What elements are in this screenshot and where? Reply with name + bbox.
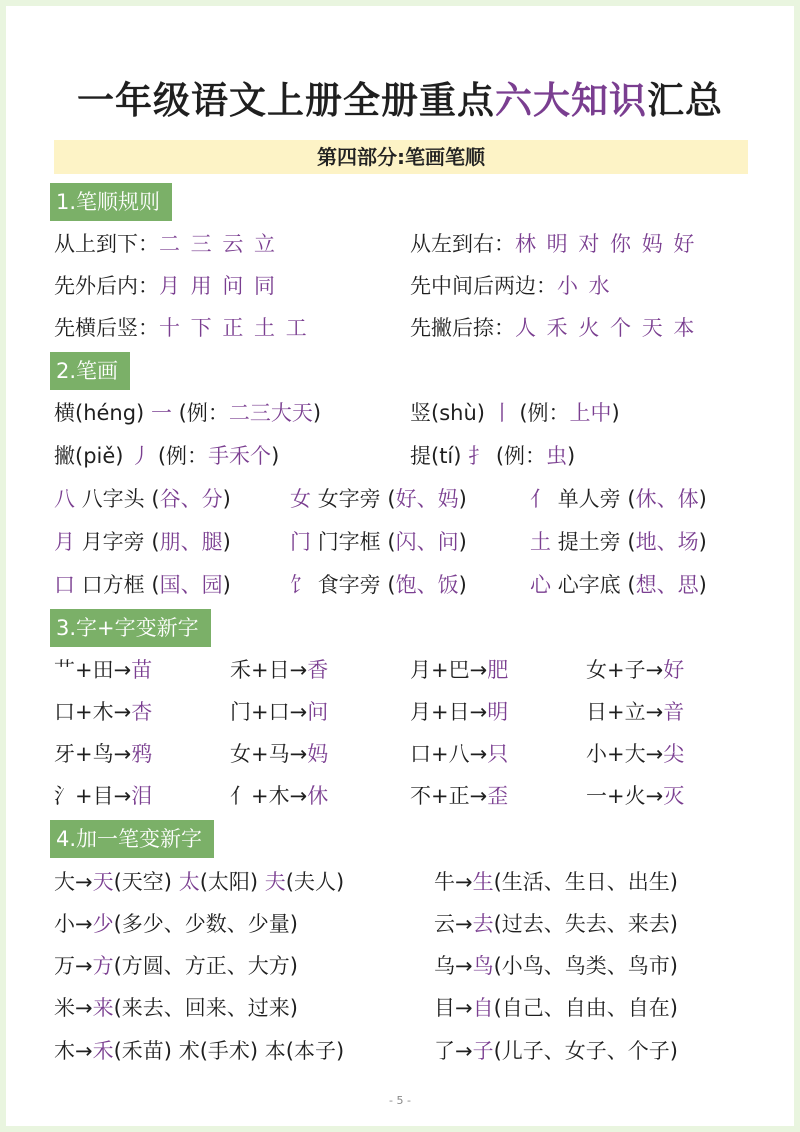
- stroke-item: [54, 398, 321, 428]
- new-char: 来: [92, 996, 114, 1020]
- stroke-name: 撇(piě): [54, 444, 124, 468]
- add-stroke-item: [434, 993, 678, 1023]
- rule-label: 从左到右：: [410, 232, 515, 256]
- combine-item: [586, 655, 684, 685]
- section-heading-char-combine: 3.字+字变新字: [50, 609, 211, 647]
- rule-item: [410, 229, 696, 259]
- base-char: 云→: [434, 912, 473, 936]
- radical-example: 饱、饭: [395, 573, 459, 597]
- combine-result: 歪: [487, 784, 509, 808]
- word-example: (儿子、女子、个子): [493, 1039, 678, 1063]
- title-text: 一年级语文上册全册重点: [77, 79, 495, 122]
- add-stroke-item: [434, 1036, 678, 1066]
- combine-formula: 女+子→: [586, 658, 664, 682]
- word-example: (太阳): [199, 870, 259, 894]
- combine-item: [586, 739, 684, 769]
- radical-item: [530, 484, 707, 514]
- combine-item: [410, 655, 508, 685]
- page-title: [0, 70, 800, 124]
- combine-formula: 月+巴→: [410, 658, 488, 682]
- combine-formula: 口+八→: [410, 742, 488, 766]
- radical-mark: 心: [530, 573, 551, 597]
- combine-result: 音: [663, 700, 685, 724]
- combine-formula: 女+马→: [230, 742, 308, 766]
- paren-open: (: [151, 487, 160, 511]
- paren-open: (: [627, 530, 636, 554]
- word-example: (夫人): [285, 870, 345, 894]
- rule-label: 先中间后两边：: [410, 274, 557, 298]
- rule-chars: 小 水: [557, 274, 612, 298]
- combine-item: [586, 781, 684, 811]
- rule-chars: 二 三 云 立: [159, 232, 278, 256]
- paren-open: (: [387, 530, 396, 554]
- new-char: 子: [472, 1039, 494, 1063]
- stroke-item: [54, 441, 279, 471]
- base-char: 牛→: [434, 870, 473, 894]
- combine-formula: 不+正→: [410, 784, 488, 808]
- word-example: (小鸟、鸟类、鸟市): [493, 954, 678, 978]
- example-close: ): [312, 401, 322, 425]
- combine-result: 问: [307, 700, 329, 724]
- radical-mark: 口: [54, 573, 75, 597]
- stroke-item: [410, 398, 620, 428]
- radical-example: 休、体: [635, 487, 699, 511]
- paren-open: (: [387, 487, 396, 511]
- add-stroke-item: [54, 867, 344, 897]
- rule-label: 先外后内：: [54, 274, 159, 298]
- combine-result: 妈: [307, 742, 329, 766]
- paren-close: ): [222, 487, 231, 511]
- combine-result: 好: [663, 658, 685, 682]
- combine-formula: 月+日→: [410, 700, 488, 724]
- new-char: 夫: [264, 870, 286, 894]
- title-highlight: 六大知识: [495, 79, 647, 122]
- paren-open: (: [627, 573, 636, 597]
- paren-open: (: [151, 573, 160, 597]
- combine-result: 灭: [663, 784, 685, 808]
- combine-formula: 小+大→: [586, 742, 664, 766]
- stroke-name: 竖(shù): [410, 401, 485, 425]
- combine-result: 明: [487, 700, 509, 724]
- new-char: 禾: [92, 1039, 114, 1063]
- add-stroke-item: [54, 951, 298, 981]
- radical-name: 提土旁: [557, 530, 621, 554]
- paren-close: ): [698, 530, 707, 554]
- combine-item: [54, 697, 152, 727]
- related-char: 术: [178, 1039, 200, 1063]
- combine-item: [230, 655, 328, 685]
- radical-item: [530, 527, 707, 557]
- paren-open: (: [151, 530, 160, 554]
- stroke-name: 提(tí): [410, 444, 462, 468]
- combine-item: [54, 655, 152, 685]
- radical-name: 门字框: [317, 530, 381, 554]
- combine-item: [410, 697, 508, 727]
- radical-mark: 亻: [530, 487, 551, 511]
- combine-formula: 亻+木→: [230, 784, 308, 808]
- combine-item: [410, 781, 508, 811]
- add-stroke-item: [54, 909, 298, 939]
- rule-chars: 十 下 正 土 工: [159, 316, 309, 340]
- paren-close: ): [222, 530, 231, 554]
- add-stroke-item: [54, 1036, 344, 1066]
- radical-example: 地、场: [635, 530, 699, 554]
- combine-item: [230, 781, 328, 811]
- example-open: (例：: [178, 401, 229, 425]
- base-char: 目→: [434, 996, 473, 1020]
- combine-formula: 氵+目→: [54, 784, 132, 808]
- rule-label: 先撇后捺：: [410, 316, 515, 340]
- combine-item: [54, 781, 152, 811]
- combine-item: [586, 697, 684, 727]
- stroke-mark: 丿: [130, 444, 152, 468]
- radical-mark: 八: [54, 487, 75, 511]
- base-char: 乌→: [434, 954, 473, 978]
- paren-close: ): [458, 530, 467, 554]
- title-text-end: 汇总: [647, 79, 723, 122]
- stroke-example: 虫: [546, 444, 568, 468]
- rule-chars: 月 用 问 同: [159, 274, 278, 298]
- radical-item: [290, 484, 467, 514]
- radical-name: 女字旁: [317, 487, 381, 511]
- combine-formula: 门+口→: [230, 700, 308, 724]
- radical-item: [54, 570, 231, 600]
- combine-result: 尖: [663, 742, 685, 766]
- word-example: (自己、自由、自在): [493, 996, 678, 1020]
- stroke-example: 二三大天: [228, 401, 313, 425]
- radical-name: 单人旁: [557, 487, 621, 511]
- radical-item: [54, 527, 231, 557]
- stroke-mark: 丨: [491, 401, 513, 425]
- word-example: (本子): [285, 1039, 345, 1063]
- base-char: 木→: [54, 1039, 93, 1063]
- example-close: ): [567, 444, 576, 468]
- combine-item: [410, 739, 508, 769]
- add-stroke-item: [434, 909, 678, 939]
- combine-result: 肥: [487, 658, 509, 682]
- radical-name: 心字底: [557, 573, 621, 597]
- section-heading-stroke-order: 1.笔顺规则: [50, 183, 172, 221]
- combine-item: [230, 697, 328, 727]
- stroke-item: [410, 441, 575, 471]
- paren-close: ): [458, 487, 467, 511]
- radical-name: 八字头: [81, 487, 145, 511]
- new-char: 生: [472, 870, 494, 894]
- paren-close: ): [458, 573, 467, 597]
- radical-item: [54, 484, 231, 514]
- combine-result: 休: [307, 784, 329, 808]
- base-char: 了→: [434, 1039, 473, 1063]
- related-char: 本: [264, 1039, 286, 1063]
- stroke-mark: 一: [150, 401, 172, 425]
- radical-name: 食字旁: [317, 573, 381, 597]
- radical-item: [290, 527, 467, 557]
- radical-example: 国、园: [159, 573, 223, 597]
- radical-name: 口方框: [81, 573, 145, 597]
- paren-close: ): [698, 573, 707, 597]
- new-char: 天: [92, 870, 114, 894]
- combine-result: 香: [307, 658, 329, 682]
- paren-close: ): [698, 487, 707, 511]
- new-char: 鸟: [472, 954, 494, 978]
- word-example: (天空): [113, 870, 172, 894]
- radical-example: 谷、分: [159, 487, 223, 511]
- example-open: (例：: [157, 444, 209, 468]
- stroke-example: 上中: [569, 401, 612, 425]
- combine-item: [230, 739, 328, 769]
- combine-formula: 牙+鸟→: [54, 742, 132, 766]
- combine-formula: 禾+日→: [230, 658, 308, 682]
- paren-open: (: [387, 573, 396, 597]
- combine-result: 杏: [131, 700, 153, 724]
- stroke-name: 横(héng): [54, 401, 145, 425]
- new-char: 太: [178, 870, 200, 894]
- radical-mark: 门: [290, 530, 311, 554]
- add-stroke-item: [434, 951, 678, 981]
- rule-label: 先横后竖：: [54, 316, 159, 340]
- combine-formula: 日+立→: [586, 700, 664, 724]
- example-close: ): [271, 444, 280, 468]
- rule-item: [54, 313, 309, 343]
- radical-mark: 饣: [290, 573, 311, 597]
- rule-label: 从上到下：: [54, 232, 159, 256]
- combine-result: 只: [487, 742, 509, 766]
- combine-formula: 口+木→: [54, 700, 132, 724]
- example-open: (例：: [495, 444, 547, 468]
- new-char: 自: [472, 996, 494, 1020]
- new-char: 少: [92, 912, 114, 936]
- combine-formula: 艹+田→: [54, 658, 132, 682]
- word-example: (多少、少数、少量): [113, 912, 298, 936]
- combine-result: 鸦: [131, 742, 153, 766]
- page-number: - 5 -: [389, 1094, 411, 1107]
- stroke-example: 手禾个: [208, 444, 272, 468]
- example-close: ): [611, 401, 620, 425]
- base-char: 大→: [54, 870, 93, 894]
- radical-mark: 月: [54, 530, 75, 554]
- radical-mark: 土: [530, 530, 551, 554]
- rule-item: [410, 313, 696, 343]
- base-char: 小→: [54, 912, 93, 936]
- rule-item: [410, 271, 612, 301]
- word-example: (生活、生日、出生): [493, 870, 678, 894]
- combine-item: [54, 739, 152, 769]
- paren-close: ): [222, 573, 231, 597]
- combine-formula: 一+火→: [586, 784, 664, 808]
- stroke-mark: 扌: [468, 444, 490, 468]
- combine-result: 苗: [131, 658, 153, 682]
- new-char: 方: [92, 954, 114, 978]
- paren-open: (: [627, 487, 636, 511]
- radical-mark: 女: [290, 487, 311, 511]
- word-example: (方圆、方正、大方): [113, 954, 298, 978]
- radical-example: 好、妈: [395, 487, 459, 511]
- add-stroke-item: [434, 867, 678, 897]
- example-open: (例：: [519, 401, 570, 425]
- word-example: (手术): [199, 1039, 259, 1063]
- base-char: 米→: [54, 996, 93, 1020]
- combine-result: 泪: [131, 784, 153, 808]
- add-stroke-item: [54, 993, 298, 1023]
- radical-item: [530, 570, 707, 600]
- radical-name: 月字旁: [81, 530, 145, 554]
- part-heading-banner: 第四部分:笔画笔顺: [54, 140, 748, 174]
- section-heading-strokes: 2.笔画: [50, 352, 130, 390]
- radical-example: 朋、腿: [159, 530, 223, 554]
- rule-item: [54, 229, 277, 259]
- radical-example: 闪、问: [395, 530, 459, 554]
- rule-chars: 人 禾 火 个 天 本: [515, 316, 697, 340]
- radical-example: 想、思: [635, 573, 699, 597]
- radical-item: [290, 570, 467, 600]
- base-char: 万→: [54, 954, 93, 978]
- word-example: (过去、失去、来去): [493, 912, 678, 936]
- word-example: (禾苗): [113, 1039, 172, 1063]
- section-heading-add-stroke: 4.加一笔变新字: [50, 820, 214, 858]
- rule-item: [54, 271, 277, 301]
- new-char: 去: [472, 912, 494, 936]
- word-example: (来去、回来、过来): [113, 996, 298, 1020]
- rule-chars: 林 明 对 你 妈 好: [515, 232, 697, 256]
